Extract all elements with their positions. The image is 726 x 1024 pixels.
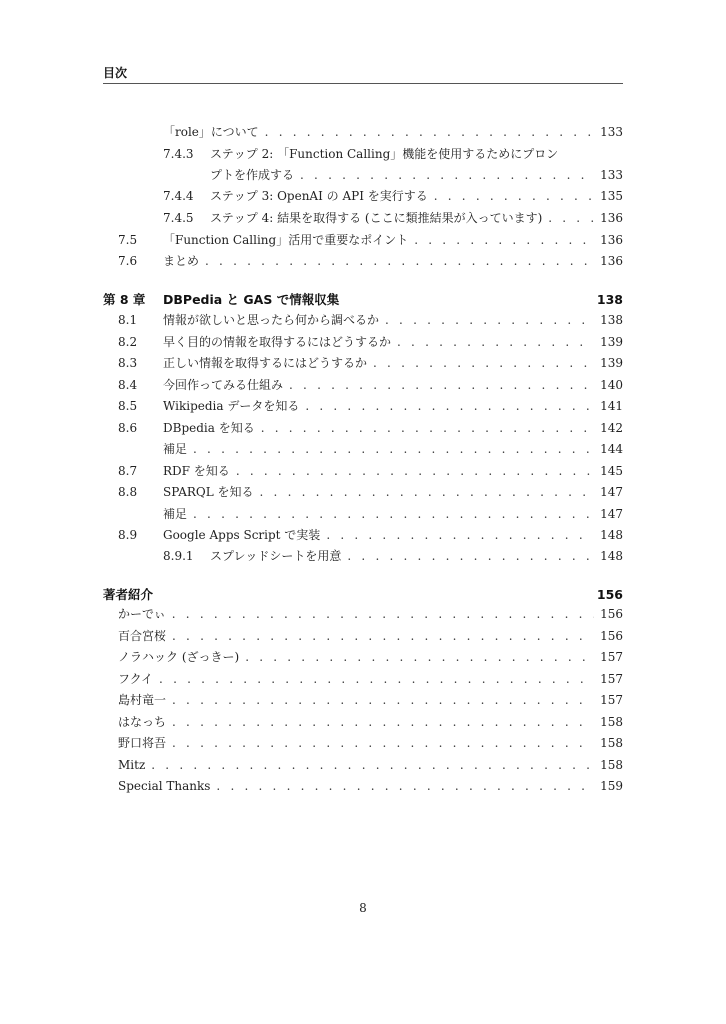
- dot-leader: [193, 441, 594, 457]
- toc-entry[interactable]: [118, 253, 623, 269]
- author-name: 百合宮桜: [118, 629, 167, 643]
- entry-number: 8.3: [118, 356, 138, 370]
- dot-leader: [397, 334, 594, 350]
- authors-heading[interactable]: [103, 585, 623, 603]
- toc-entry[interactable]: [118, 420, 623, 436]
- toc-entry[interactable]: [118, 527, 623, 543]
- dot-leader: [172, 606, 594, 622]
- entry-page: 157: [600, 650, 623, 664]
- author-entry[interactable]: [118, 714, 623, 730]
- entry-page: 133: [600, 168, 623, 182]
- dot-leader: [305, 398, 594, 414]
- entry-number: 8.5: [118, 399, 138, 413]
- entry-title: まとめ: [163, 254, 200, 268]
- dot-leader: [172, 714, 594, 730]
- entry-number: 7.4.5: [163, 211, 194, 225]
- entry-title: Wikipedia データを知る: [163, 399, 300, 413]
- entry-page: 148: [600, 549, 623, 563]
- dot-leader: [172, 692, 594, 708]
- author-entry[interactable]: [118, 649, 623, 665]
- entry-title: DBpedia を知る: [163, 421, 255, 435]
- entry-number: 8.4: [118, 378, 138, 392]
- entry-title: RDF を知る: [163, 464, 230, 478]
- entry-page: 159: [600, 779, 623, 793]
- entry-page: 147: [600, 507, 623, 521]
- toc-entry[interactable]: [118, 484, 623, 500]
- dot-leader: [548, 210, 594, 226]
- entry-page: 136: [600, 233, 623, 247]
- entry-page: 158: [600, 715, 623, 729]
- dot-leader: [385, 312, 594, 328]
- chapter-label: 第 8 章: [103, 292, 146, 307]
- entry-page: 136: [600, 211, 623, 225]
- entry-title: SPARQL を知る: [163, 485, 254, 499]
- entry-page: 148: [600, 528, 623, 542]
- dot-leader: [300, 167, 594, 183]
- entry-number: 8.6: [118, 421, 138, 435]
- dot-leader: [245, 649, 594, 665]
- entry-page: 147: [600, 485, 623, 499]
- author-name: ノラハック (ざっきー): [118, 650, 240, 664]
- dot-leader: [373, 355, 594, 371]
- author-entry[interactable]: [118, 735, 623, 751]
- dot-leader: [326, 527, 594, 543]
- toc-entry-continuation[interactable]: [210, 167, 623, 183]
- toc-entry[interactable]: [118, 355, 623, 371]
- toc-entry[interactable]: [118, 334, 623, 350]
- dot-leader: [261, 420, 594, 436]
- dot-leader: [236, 463, 594, 479]
- entry-page: 145: [600, 464, 623, 478]
- entry-number: 8.8: [118, 485, 138, 499]
- toc-entry[interactable]: [163, 441, 623, 457]
- toc-entry[interactable]: [163, 548, 623, 564]
- toc-entry[interactable]: [163, 210, 623, 226]
- page-footer: [0, 901, 726, 915]
- dot-leader: [216, 778, 594, 794]
- dot-leader: [414, 232, 594, 248]
- entry-number: 7.6: [118, 254, 138, 268]
- author-name: Special Thanks: [118, 779, 211, 793]
- author-name: 島村竜一: [118, 693, 167, 707]
- authors-page: 156: [596, 587, 623, 602]
- entry-page: 144: [600, 442, 623, 456]
- author-name: はなっち: [118, 715, 167, 729]
- toc-entry[interactable]: [163, 188, 623, 204]
- author-entry[interactable]: [118, 606, 623, 622]
- entry-page: 158: [600, 758, 623, 772]
- header-title: 目次: [103, 66, 128, 80]
- author-entry[interactable]: [118, 692, 623, 708]
- entry-title: ステップ 4: 結果を取得する (ここに類推結果が入っています): [210, 211, 543, 225]
- entry-title-continued: プトを作成する: [210, 168, 295, 182]
- toc-entry[interactable]: [163, 146, 623, 162]
- entry-title: 情報が欲しいと思ったら何から調べるか: [163, 313, 380, 327]
- dot-leader: [205, 253, 594, 269]
- entry-page: 142: [600, 421, 623, 435]
- dot-leader: [265, 124, 594, 140]
- toc-entry[interactable]: [118, 377, 623, 393]
- entry-number: 8.9.1: [163, 549, 194, 563]
- entry-number: 8.1: [118, 313, 138, 327]
- author-entry[interactable]: [118, 757, 623, 773]
- entry-title: 正しい情報を取得するにはどうするか: [163, 356, 368, 370]
- toc-entry[interactable]: [163, 124, 623, 140]
- entry-page: 157: [600, 672, 623, 686]
- dot-leader: [289, 377, 594, 393]
- entry-page: 156: [600, 607, 623, 621]
- chapter-title: DBPedia と GAS で情報収集: [163, 292, 340, 307]
- authors-title: 著者紹介: [103, 587, 154, 602]
- entry-page: 135: [600, 189, 623, 203]
- entry-title: 「Function Calling」活用で重要なポイント: [163, 233, 409, 247]
- entry-title: 早く目的の情報を取得するにはどうするか: [163, 335, 392, 349]
- chapter-heading[interactable]: [103, 290, 623, 308]
- entry-page: 133: [600, 125, 623, 139]
- entry-page: 138: [600, 313, 623, 327]
- running-header: [103, 64, 623, 84]
- dot-leader: [151, 757, 594, 773]
- entry-title: 補足: [163, 442, 188, 456]
- toc-entry[interactable]: [118, 312, 623, 328]
- entry-title: 補足: [163, 507, 188, 521]
- author-name: Mitz: [118, 758, 146, 772]
- entry-page: 141: [600, 399, 623, 413]
- chapter-page: 138: [596, 292, 623, 307]
- entry-page: 157: [600, 693, 623, 707]
- dot-leader: [193, 506, 594, 522]
- entry-number: 7.5: [118, 233, 138, 247]
- toc-entry[interactable]: [118, 398, 623, 414]
- author-entry[interactable]: [118, 778, 623, 794]
- entry-page: 158: [600, 736, 623, 750]
- dot-leader: [434, 188, 594, 204]
- entry-number: 7.4.3: [163, 147, 194, 161]
- dot-leader: [260, 484, 595, 500]
- toc-entry[interactable]: [118, 463, 623, 479]
- dot-leader: [159, 671, 594, 687]
- entry-number: 8.2: [118, 335, 138, 349]
- author-name: 野口将吾: [118, 736, 167, 750]
- entry-page: 140: [600, 378, 623, 392]
- dot-leader: [172, 628, 594, 644]
- entry-page: 139: [600, 335, 623, 349]
- entry-title: 今回作ってみる仕組み: [163, 378, 284, 392]
- entry-page: 139: [600, 356, 623, 370]
- entry-number: 8.7: [118, 464, 138, 478]
- toc-entry[interactable]: [163, 506, 623, 522]
- author-name: フクイ: [118, 672, 154, 686]
- entry-number: 7.4.4: [163, 189, 194, 203]
- entry-title: ステップ 3: OpenAI の API を実行する: [210, 189, 428, 203]
- entry-title: スプレッドシートを用意: [210, 549, 342, 563]
- author-name: かーでぃ: [118, 607, 166, 621]
- entry-page: 156: [600, 629, 623, 643]
- dot-leader: [172, 735, 594, 751]
- entry-title: ステップ 2: 「Function Calling」機能を使用するためにプロン: [210, 147, 559, 161]
- entry-title: 「role」について: [163, 125, 259, 139]
- entry-page: 136: [600, 254, 623, 268]
- dot-leader: [347, 548, 594, 564]
- entry-number: 8.9: [118, 528, 138, 542]
- author-entry[interactable]: [118, 671, 623, 687]
- toc-entry[interactable]: [118, 232, 623, 248]
- entry-title: Google Apps Script で実装: [163, 528, 321, 542]
- page-number: 8: [359, 901, 367, 915]
- author-entry[interactable]: [118, 628, 623, 644]
